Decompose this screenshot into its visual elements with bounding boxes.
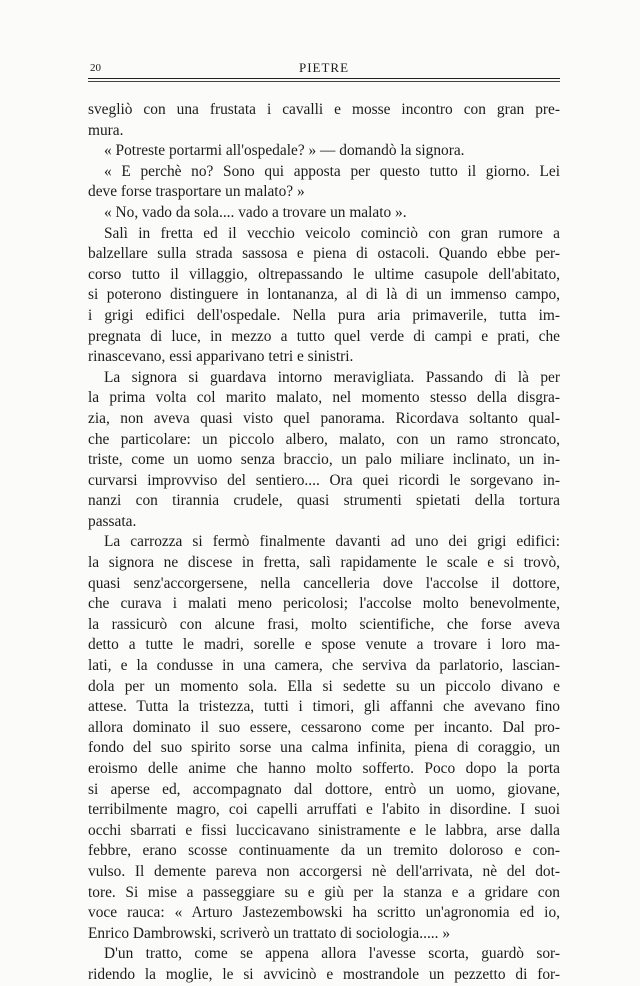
text-line: zia, non aveva quasi visto quel panorama. Ricordava soltanto qual- [88,409,560,427]
text-line: la prima volta col marito malato, nel momento stesso della disgra- [88,389,560,407]
page-number: 20 [90,62,101,74]
text-line: la signora ne discese in fretta, salì rapidamente le scale e si trovò, [88,554,560,572]
text-line: « E perchè no? Sono qui apposta per questo tutto il giorno. Lei [104,162,560,180]
text-line: occhi sbarrati e fissi luccicavano sinistramente e le labbra, arse dalla [88,821,560,839]
text-line: ridendo la moglie, le si avvicinò e mostrandole un pezzetto di for- [88,965,560,983]
text-line: balzellare sulla strada sassosa e piena di ostacoli. Quando ebbe per- [88,245,560,263]
text-line: svegliò con una frustata i cavalli e mosse incontro con gran pre- [88,101,560,118]
text-line: vulso. Il demente pareva non accorgersi nè dell'arrivata, nè del dot- [88,862,560,880]
text-line: corso tutto il villaggio, oltrepassando le ultime casupole dell'abitato, [88,265,560,283]
header-rule [88,78,560,79]
text-line: che curava i malati meno pericolosi; l'accolse molto benevolmente, [88,595,560,613]
text-line: La carrozza si fermò finalmente davanti ad uno dei grigi edifici: [104,533,560,551]
text-line: fondo del suo spirito sorse una calma infinita, piena di coraggio, un [88,739,560,757]
text-line: « Potreste portarmi all'ospedale? » — domandò la signora. [104,142,465,160]
text-line: terribilmente magro, coi capelli arruffati e l'abito in disordine. I suoi [88,801,560,819]
text-line: « No, vado da sola.... vado a trovare un malato ». [104,203,407,221]
text-line: passata. [88,512,137,530]
text-line: Salì in fretta ed il vecchio veicolo cominciò con gran rumore a [104,224,560,242]
body-text [88,100,560,986]
text-line: si aperse ed, accompagnato dal dottore, entrò un uomo, giovane, [88,780,560,798]
text-line: dola per un momento sola. Ella si sedette su un piccolo divano e [88,677,560,695]
text-line: allora dominato il suo essere, cessarono come per incanto. Dal pro- [88,718,560,736]
text-line: rinascevano, essi apparivano tetri e sinistri. [88,348,354,366]
text-line: triste, come un uomo senza braccio, un palo miliare inclinato, un in- [88,451,560,469]
text-line: La signora si guardava intorno meravigliata. Passando di là per [104,368,560,386]
header-rule-thin [88,81,560,82]
page-header [88,60,560,78]
text-line: eroismo delle anime che hanno molto sofferto. Poco dopo la porta [88,760,560,777]
text-line: attese. Tutta la tristezza, tutti i timori, gli affanni che avevano fino [88,698,560,716]
text-line: febbre, erano scosse continuamente da un tremito doloroso e con- [88,842,560,860]
text-line: nanzi con tirannia crudele, quasi strumenti spietati della tortura [88,492,560,510]
text-line: pregnata di luce, in mezzo a tutto quel verde di campi e prati, che [88,327,560,345]
text-line: mura. [88,121,124,139]
text-line: Enrico Dambrowski, scriverò un trattato di sociologia..... » [88,924,451,942]
text-line: lati, e la condusse in una camera, che serviva da parlatorio, lascian- [88,657,560,675]
text-line: la rassicurò con alcune frasi, molto scientifiche, che forse aveva [88,615,560,633]
text-line: deve forse trasportare un malato? » [88,183,305,201]
running-title: PIETRE [298,60,350,75]
text-line: voce rauca: « Arturo Jastezembowski ha scritto un'agronomia ed io, [88,904,560,922]
text-line: tore. Si mise a passeggiare su e giù per la stanza e a gridare con [88,883,560,901]
text-line: i grigi edifici dell'ospedale. Nella pura aria primaverile, tutta im- [88,306,560,324]
text-line: si poterono distinguere in lontananza, al di là di un immenso campo, [88,286,560,304]
text-line: quasi senz'accorgersene, nella cancelleria dove l'accolse il dottore, [88,574,560,592]
text-line: D'un tratto, come se appena allora l'avesse scorta, guardò sor- [104,945,560,963]
text-line: detto a tutte le madri, sorelle e spose venute a trovare i loro ma- [88,636,560,654]
text-line: curvarsi improvviso del sentiero.... Ora quei ricordi le sorgevano in- [88,471,560,489]
text-line: che particolare: un piccolo albero, malato, con un ramo stroncato, [88,430,560,448]
